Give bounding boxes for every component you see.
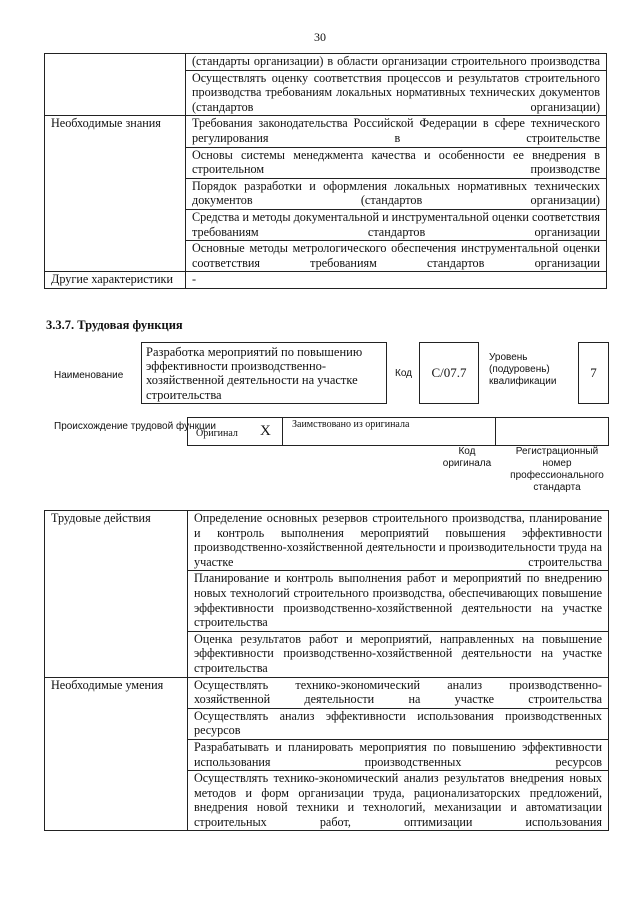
table-row xyxy=(45,116,607,147)
original-label: Оригинал xyxy=(196,428,238,439)
origin-label: Происхождение трудовой функции xyxy=(54,421,216,432)
name-label: Наименование xyxy=(54,370,124,381)
level-value-box: 7 xyxy=(578,342,609,404)
original-mark: X xyxy=(260,423,271,439)
table-cell: Осуществлять технико-экономический анализ результатов внедрения новых методов и форм организации труда, рационализаторских предложений, внедрения новой техники и технологий, механизации и автоматизации строительных работ, оптимизации использования xyxy=(188,771,609,831)
origin-row xyxy=(187,417,609,446)
table-cell: Средства и методы документальной и инструментальной оценки соответствия требованиям стандартов организации xyxy=(186,209,607,240)
table-cell: Требования законодательства Российской Федерации в сфере технического регулирования в строительстве xyxy=(186,116,607,147)
section-title: 3.3.7. Трудовая функция xyxy=(46,318,183,332)
table-cell: Оценка результатов работ и мероприятий, направленных на повышение эффективности производственно-хозяйственной деятельности на участке строительства xyxy=(188,631,609,677)
row-label-other-characteristics: Другие характеристики xyxy=(45,272,186,289)
table-cell: Основы системы менеджмента качества и особенности ее внедрения в строительном производстве xyxy=(186,147,607,178)
table-row xyxy=(45,511,609,571)
borrowed-label: Заимствовано из оригинала xyxy=(292,419,410,430)
table-cell: Разрабатывать и планировать мероприятия по повышению эффективности использования производственных ресурсов xyxy=(188,739,609,770)
table-row xyxy=(45,272,607,289)
table-cell: - xyxy=(186,272,607,289)
function-code-box: С/07.7 xyxy=(419,342,479,404)
table-cell: Порядок разработки и оформления локальных нормативных технических документов (стандартов организации) xyxy=(186,178,607,209)
registration-number-label: Регистрационный номер профессионального стандарта xyxy=(510,446,604,493)
table-row xyxy=(45,54,607,71)
top-requirements-table xyxy=(44,53,607,289)
table-cell: Определение основных резервов строительного производства, планирование и контроль выполнения мероприятий повышения эффективности производственно-хозяйственной деятельности и производительности труда на участке строительства xyxy=(188,511,609,571)
table-cell: Планирование и контроль выполнения работ и мероприятий по внедрению новых технологий строительного производства, обеспечивающих повышение эффективности производственно-хозяйственной деятельности на участке строительства xyxy=(188,571,609,631)
table-cell: Осуществлять технико-экономический анализ производственно-хозяйственной деятельности на участке строительства xyxy=(188,677,609,708)
table-cell: Основные методы метрологического обеспечения инструментальной оценки соответствия требованиям стандартов организации xyxy=(186,241,607,272)
level-label: Уровень (подуровень) квалификации xyxy=(489,352,557,387)
code-label: Код xyxy=(395,368,413,379)
table-cell: Осуществлять анализ эффективности использования производственных ресурсов xyxy=(188,708,609,739)
row-label-required-skills: Необходимые умения xyxy=(45,677,188,831)
row-label-labor-actions: Трудовые действия xyxy=(45,511,188,678)
table-cell: (стандарты организации) в области организации строительного производства xyxy=(186,54,607,71)
function-name-box: Разработка мероприятий по повышению эффективности производственно-хозяйственной деятельности на участке строительства xyxy=(141,342,387,404)
code-original-label: Код оригинала xyxy=(442,446,492,469)
labor-actions-table xyxy=(44,510,609,831)
table-row xyxy=(45,677,609,708)
table-cell: Осуществлять оценку соответствия процессов и результатов строительного производства требованиям локальных нормативных технических документов (стандартов организации) xyxy=(186,70,607,116)
row-label-required-knowledge: Необходимые знания xyxy=(45,116,186,272)
page-number: 30 xyxy=(314,30,326,44)
row-label xyxy=(45,54,186,116)
